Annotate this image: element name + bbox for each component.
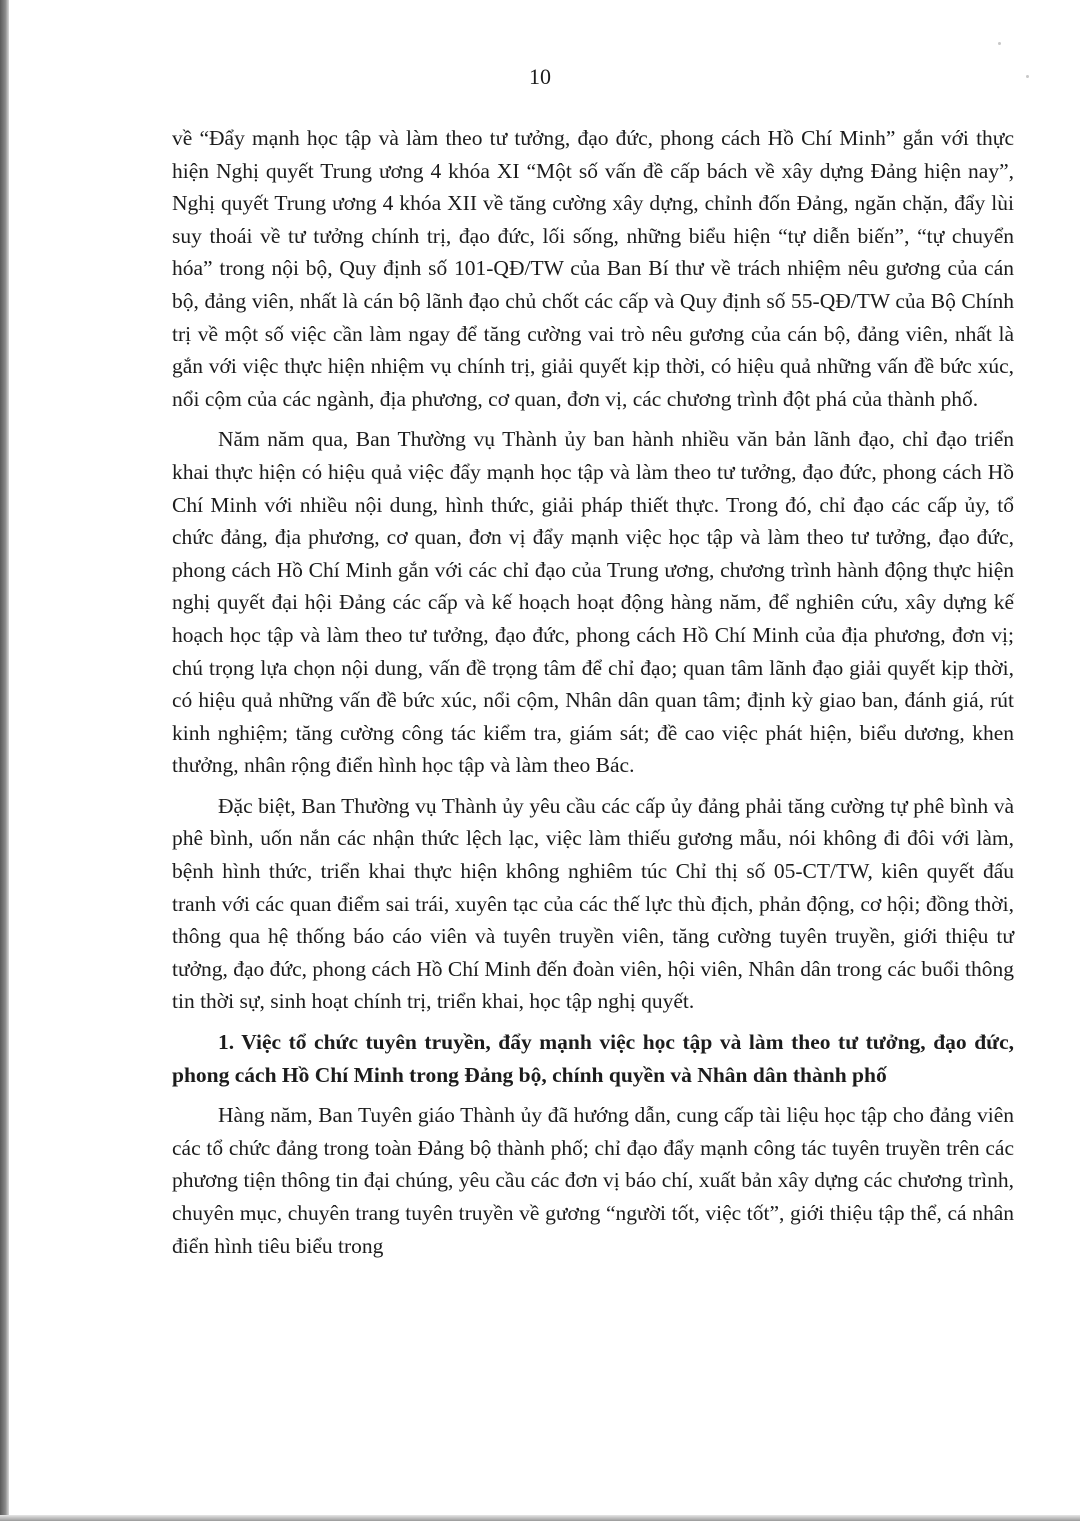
paragraph-criticism-requirements: Đặc biệt, Ban Thường vụ Thành ủy yêu cầu các cấp ủy đảng phải tăng cường tự phê bình và phê bình, uốn nắn các nhận thức lệch lạc, việc làm thiếu gương mẫu, nói không đi đôi với làm, bệnh hình thức, triển khai thực hiện không nghiêm túc Chỉ thị số 05-CT/TW, kiên quyết đấu tranh với các quan điểm sai trái, xuyên tạc của các thế lực thù địch, phản động, cơ hội; đồng thời, thông qua hệ thống báo cáo viên và tuyên truyền viên, tăng cường tuyên truyền, giới thiệu tư tưởng, đạo đức, phong cách Hồ Chí Minh đến đoàn viên, hội viên, Nhân dân trong các buổi thông tin thời sự, sinh hoạt chính trị, triển khai, học tập nghị quyết. xyxy=(172,793,1014,1014)
scan-speck xyxy=(998,42,1001,45)
paragraph-standing-committee-directives: Năm năm qua, Ban Thường vụ Thành ủy ban hành nhiều văn bản lãnh đạo, chỉ đạo triển khai thực hiện có hiệu quả việc đẩy mạnh học tập và làm theo tư tưởng, đạo đức, phong cách Hồ Chí Minh với nhiều nội dung, hình thức, giải pháp thiết thực. Trong đó, chỉ đạo các cấp ủy, tổ chức đảng, địa phương, cơ quan, đơn vị đẩy mạnh việc học tập và làm theo tư tưởng, đạo đức, phong cách Hồ Chí Minh gắn với các chỉ đạo của Trung ương, chương trình hành động thực hiện nghị quyết đại hội Đảng các cấp và kế hoạch hoạt động hàng năm, để nghiên cứu, xây dựng kế hoạch học tập và làm theo tư tưởng, đạo đức, phong cách Hồ Chí Minh của địa phương, đơn vị; chú trọng lựa chọn nội dung, vấn đề trọng tâm để chỉ đạo; quan tâm lãnh đạo giải quyết kịp thời, có hiệu quả những vấn đề bức xúc, nổi cộm, Nhân dân quan tâm; định kỳ giao ban, đánh giá, rút kinh nghiệm; tăng cường công tác kiểm tra, giám sát; đề cao việc phát hiện, biểu dương, khen thưởng, nhân rộng điển hình học tập và làm theo Bác. xyxy=(172,427,1014,778)
paragraph-propaganda-department: Hàng năm, Ban Tuyên giáo Thành ủy đã hướng dẫn, cung cấp tài liệu học tập cho đảng viên các tổ chức đảng trong toàn Đảng bộ thành phố; chỉ đạo đẩy mạnh công tác tuyên truyền trên các phương tiện thông tin đại chúng, yêu cầu các đơn vị báo chí, xuất bản xây dựng các chương trình, chuyên mục, chuyên trang tuyên truyền về gương “người tốt, việc tốt”, giới thiệu tập thể, cá nhân điển hình tiêu biểu trong xyxy=(172,1103,1014,1258)
document-body xyxy=(172,122,1014,1262)
paragraph-continued: về “Đẩy mạnh học tập và làm theo tư tưởng, đạo đức, phong cách Hồ Chí Minh” gắn với thực hiện Nghị quyết Trung ương 4 khóa XI “Một số vấn đề cấp bách về xây dựng Đảng hiện nay”, Nghị quyết Trung ương 4 khóa XII về tăng cường xây dựng, chỉnh đốn Đảng, ngăn chặn, đẩy lùi suy thoái về tư tưởng chính trị, đạo đức, lối sống, những biểu hiện “tự diễn biến”, “tự chuyển hóa” trong nội bộ, Quy định số 101-QĐ/TW của Ban Bí thư về trách nhiệm nêu gương của cán bộ, đảng viên, nhất là cán bộ lãnh đạo chủ chốt các cấp và Quy định số 55-QĐ/TW của Bộ Chính trị về một số việc cần làm ngay để tăng cường vai trò nêu gương của cán bộ, đảng viên, nhất là gắn với việc thực hiện nhiệm vụ chính trị, giải quyết kịp thời, có hiệu quả những vấn đề bức xúc, nổi cộm của các ngành, địa phương, cơ quan, đơn vị, các chương trình đột phá của thành phố. xyxy=(172,126,1014,411)
scan-left-edge xyxy=(0,0,9,1521)
section-heading-1: 1. Việc tổ chức tuyên truyền, đẩy mạnh việc học tập và làm theo tư tưởng, đạo đức, phong cách Hồ Chí Minh trong Đảng bộ, chính quyền và Nhân dân thành phố xyxy=(172,1030,1014,1087)
page-number: 10 xyxy=(529,64,551,89)
scan-bottom-edge xyxy=(0,1515,1080,1521)
